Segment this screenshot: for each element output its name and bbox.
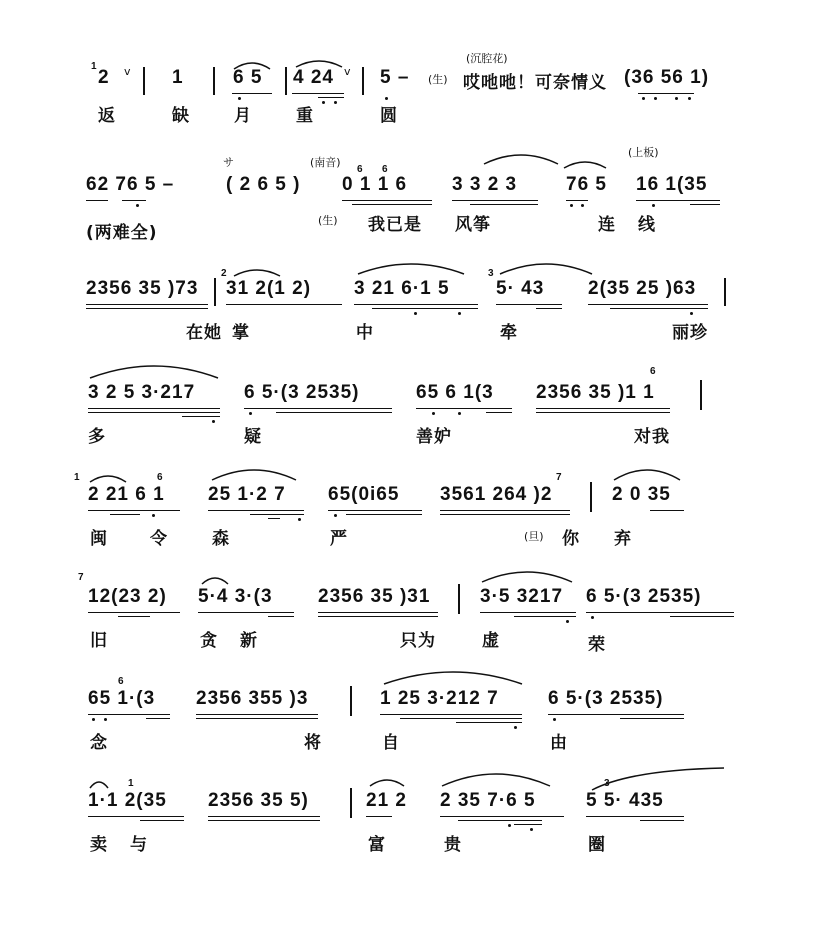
underline — [88, 510, 180, 511]
grace-note: 1 — [91, 61, 97, 72]
bar-line — [700, 380, 702, 410]
music-segment: 3561 264 )2 — [440, 484, 553, 505]
lyric: 虚 — [482, 631, 500, 651]
underline — [354, 304, 478, 305]
underline — [400, 718, 522, 719]
underline — [536, 408, 670, 409]
music-segment: 2356 35 )1 1 — [536, 382, 655, 403]
slur — [88, 776, 110, 790]
music-segment: 3 3 2 3 — [452, 174, 518, 195]
music-segment: 5 5· 435 — [586, 790, 664, 811]
bar-line — [724, 278, 726, 306]
lyric: 森 — [212, 529, 230, 549]
music-segment: 6 5·(3 2535) — [244, 382, 360, 403]
music-segment: 6 5 — [233, 67, 263, 88]
lyric: 你 — [562, 529, 580, 549]
underline — [670, 616, 734, 617]
underline — [292, 93, 344, 94]
music-segment: 1 — [172, 67, 184, 88]
underline — [536, 308, 562, 309]
octave-dot — [553, 718, 556, 721]
bar-line — [214, 278, 216, 306]
music-segment: 6 5·(3 2535) — [548, 688, 664, 709]
music-segment: 21 2 — [366, 790, 407, 811]
lyric: 贪 — [200, 631, 218, 651]
lyric: 善妒 — [416, 427, 452, 447]
octave-dot — [458, 312, 461, 315]
lyric: 旧 — [90, 631, 108, 651]
underline — [566, 200, 588, 201]
slur — [200, 572, 230, 586]
underline — [198, 612, 294, 613]
underline — [650, 510, 684, 511]
underline — [318, 612, 438, 613]
music-segment: 1 25 3·212 7 — [380, 688, 499, 709]
octave-dot — [238, 97, 241, 100]
underline — [586, 612, 734, 613]
underline — [196, 714, 318, 715]
underline — [86, 200, 108, 201]
slur — [562, 156, 608, 170]
music-segment: 2356 35 )31 — [318, 586, 431, 607]
lyric: 富 — [368, 835, 386, 855]
lyric: 与 — [130, 835, 148, 855]
underline — [690, 204, 720, 205]
octave-dot — [212, 420, 215, 423]
system-5 — [0, 474, 814, 584]
music-segment: 16 1(35 — [636, 174, 708, 195]
breath-mark: v — [344, 65, 351, 78]
underline — [146, 718, 170, 719]
octave-dot — [675, 97, 678, 100]
underline — [88, 816, 184, 817]
underline — [318, 616, 438, 617]
slur — [232, 264, 282, 278]
underline — [514, 824, 542, 825]
lyric: 疑 — [244, 427, 262, 447]
music-segment: 62 76 5 – — [86, 174, 175, 195]
music-segment: 65(0i65 — [328, 484, 400, 505]
music-segment: 2 0 35 — [612, 484, 671, 505]
underline — [208, 820, 320, 821]
underline — [208, 510, 304, 511]
octave-dot — [508, 824, 511, 827]
lyric: 贵 — [444, 835, 462, 855]
music-segment: 5· 43 — [496, 278, 545, 299]
octave-dot — [458, 412, 461, 415]
grace-note: 7 — [556, 472, 562, 483]
underline — [440, 816, 564, 817]
music-segment: 76 5 — [566, 174, 607, 195]
underline — [366, 816, 392, 817]
underline — [140, 820, 184, 821]
octave-dot — [652, 204, 655, 207]
underline — [548, 714, 684, 715]
lyric: 卖 — [90, 835, 108, 855]
octave-dot — [334, 101, 337, 104]
underline — [588, 304, 708, 305]
underline — [328, 510, 422, 511]
octave-dot — [92, 718, 95, 721]
underline — [452, 200, 538, 201]
underline — [250, 514, 304, 515]
octave-dot — [514, 726, 517, 729]
underline — [268, 518, 280, 519]
spoken-text: 哎吔吔！可奈情义 — [463, 73, 607, 93]
octave-dot — [385, 97, 388, 100]
octave-dot — [334, 514, 337, 517]
bar-line — [458, 584, 460, 614]
underline — [416, 408, 512, 409]
underline — [586, 816, 684, 817]
underline — [118, 616, 150, 617]
grace-note: 1 — [128, 778, 134, 789]
grace-note: 1 — [74, 472, 80, 483]
underline — [380, 714, 522, 715]
system-8 — [0, 780, 814, 890]
role-marker: (旦) — [524, 530, 544, 543]
underline — [352, 204, 432, 205]
octave-dot — [688, 97, 691, 100]
music-segment: 2 — [98, 67, 110, 88]
underline — [86, 304, 208, 305]
lyric: 风筝 — [455, 215, 491, 235]
music-segment: 31 2(1 2) — [226, 278, 312, 299]
octave-dot — [322, 101, 325, 104]
underline — [440, 514, 570, 515]
lyric: 连 — [598, 215, 616, 235]
bar-line — [285, 67, 287, 95]
music-segment: 2356 35 )73 — [86, 278, 199, 299]
octave-dot — [432, 412, 435, 415]
slur — [356, 256, 466, 276]
bar-line — [350, 686, 352, 716]
grace-note: 7 — [78, 572, 84, 583]
underline — [470, 204, 538, 205]
slur — [440, 766, 552, 788]
music-segment: (36 56 1) — [624, 67, 710, 88]
octave-dot — [152, 514, 155, 517]
music-segment: 3 21 6·1 5 — [354, 278, 450, 299]
slur — [88, 470, 128, 484]
lyric: 严 — [330, 529, 348, 549]
music-segment: 1·1 2(35 — [88, 790, 167, 811]
octave-dot — [654, 97, 657, 100]
bar-line — [350, 788, 352, 818]
underline — [496, 304, 562, 305]
underline — [268, 616, 294, 617]
underline — [110, 514, 140, 515]
slur — [498, 256, 594, 276]
music-segment: 65 6 1(3 — [416, 382, 494, 403]
lyric: 牵 — [500, 323, 518, 343]
octave-dot — [136, 204, 139, 207]
music-segment: 65 1·(3 — [88, 688, 156, 709]
underline — [640, 820, 684, 821]
lyric: 缺 — [172, 106, 190, 126]
lyric: 月 — [234, 106, 252, 126]
underline — [342, 200, 432, 201]
annotation: (上板) — [628, 146, 659, 159]
role-marker: (生) — [318, 214, 338, 227]
underline — [232, 93, 272, 94]
underline — [638, 93, 694, 94]
slur — [590, 768, 726, 792]
music-segment: 25 1·2 7 — [208, 484, 286, 505]
system-4 — [0, 366, 814, 482]
octave-dot — [530, 828, 533, 831]
underline — [182, 416, 220, 417]
annotation: サ — [223, 156, 234, 169]
grace-note: 6 — [382, 164, 388, 175]
music-segment: 3·5 3217 — [480, 586, 564, 607]
slur — [210, 462, 298, 482]
music-segment: 2356 355 )3 — [196, 688, 309, 709]
underline — [88, 612, 180, 613]
octave-dot — [104, 718, 107, 721]
lyric: 对我 — [634, 427, 670, 447]
role-marker: (生) — [428, 73, 448, 86]
music-segment: 12(23 2) — [88, 586, 167, 607]
underline — [208, 816, 320, 817]
lyric: 由 — [550, 733, 568, 753]
lyric: 自 — [382, 733, 400, 753]
music-segment: 2 21 6 1 — [88, 484, 165, 505]
underline — [226, 304, 342, 305]
underline — [372, 308, 478, 309]
octave-dot — [298, 518, 301, 521]
lyric: 掌 — [232, 323, 250, 343]
music-segment: 2(35 25 )63 — [588, 278, 697, 299]
bar-line — [213, 67, 215, 95]
octave-dot — [591, 616, 594, 619]
underline — [610, 308, 708, 309]
music-segment: 4 24 — [293, 67, 334, 88]
grace-note: 6 — [118, 676, 124, 687]
lyric: 重 — [296, 106, 314, 126]
music-segment: ( 2 6 5 ) — [226, 174, 301, 195]
music-segment: 0 1 1 6 — [342, 174, 408, 195]
grace-note: 3 — [488, 268, 494, 279]
lyric: 只为 — [400, 631, 436, 651]
underline — [346, 514, 422, 515]
slur — [612, 462, 682, 482]
underline — [244, 408, 392, 409]
grace-note: 6 — [650, 366, 656, 377]
lyric: 念 — [90, 733, 108, 753]
grace-note: 6 — [157, 472, 163, 483]
underline — [486, 412, 512, 413]
lyric: 闽 — [90, 529, 108, 549]
bar-line — [143, 67, 145, 95]
music-segment: 5·4 3·(3 — [198, 586, 273, 607]
underline — [636, 200, 720, 201]
lyric: 丽珍 — [672, 323, 708, 343]
underline — [122, 200, 146, 201]
lyric: 弃 — [614, 529, 632, 549]
lyric: 返 — [98, 106, 116, 126]
underline — [88, 714, 170, 715]
underline — [480, 612, 576, 613]
bar-line — [362, 67, 364, 95]
slur — [368, 774, 406, 788]
underline — [88, 408, 220, 409]
music-segment: 5 – — [380, 67, 410, 88]
underline — [458, 820, 542, 821]
grace-note: 2 — [221, 268, 227, 279]
lyric: 荣 — [588, 635, 606, 655]
slur — [88, 358, 220, 380]
underline — [536, 412, 670, 413]
annotation: (南音) — [310, 156, 341, 169]
lyric: 中 — [356, 323, 374, 343]
octave-dot — [566, 620, 569, 623]
lyric: 圆 — [380, 106, 398, 126]
underline — [196, 718, 318, 719]
underline — [620, 718, 684, 719]
underline — [440, 510, 570, 511]
music-segment: 2 35 7·6 5 — [440, 790, 536, 811]
octave-dot — [642, 97, 645, 100]
system-1 — [0, 52, 814, 165]
lyric: 线 — [638, 215, 656, 235]
octave-dot — [581, 204, 584, 207]
slur — [480, 564, 574, 584]
underline — [456, 722, 522, 723]
underline — [514, 616, 576, 617]
bar-line — [590, 482, 592, 512]
slur — [382, 664, 524, 686]
lyric: 新 — [240, 631, 258, 651]
music-segment: 3 2 5 3·217 — [88, 382, 196, 403]
lyric: 令 — [150, 529, 168, 549]
underline — [88, 412, 220, 413]
octave-dot — [570, 204, 573, 207]
lyric: 将 — [304, 733, 322, 753]
underline — [86, 308, 208, 309]
grace-note: 6 — [357, 164, 363, 175]
lyric: 圈 — [588, 835, 606, 855]
music-segment: 6 5·(3 2535) — [586, 586, 702, 607]
grace-note: 3 — [604, 778, 610, 789]
slur — [482, 148, 560, 166]
octave-dot — [414, 312, 417, 315]
music-segment: 2356 35 5) — [208, 790, 309, 811]
breath-mark: v — [124, 65, 131, 78]
underline — [318, 97, 344, 98]
lyric: 多 — [88, 427, 106, 447]
lyric: 在她 — [186, 323, 222, 343]
annotation: (沉腔花) — [466, 52, 508, 65]
octave-dot — [690, 312, 693, 315]
lyric: (两难全) — [86, 223, 158, 243]
octave-dot — [249, 412, 252, 415]
underline — [276, 412, 392, 413]
lyric: 我已是 — [368, 215, 422, 235]
